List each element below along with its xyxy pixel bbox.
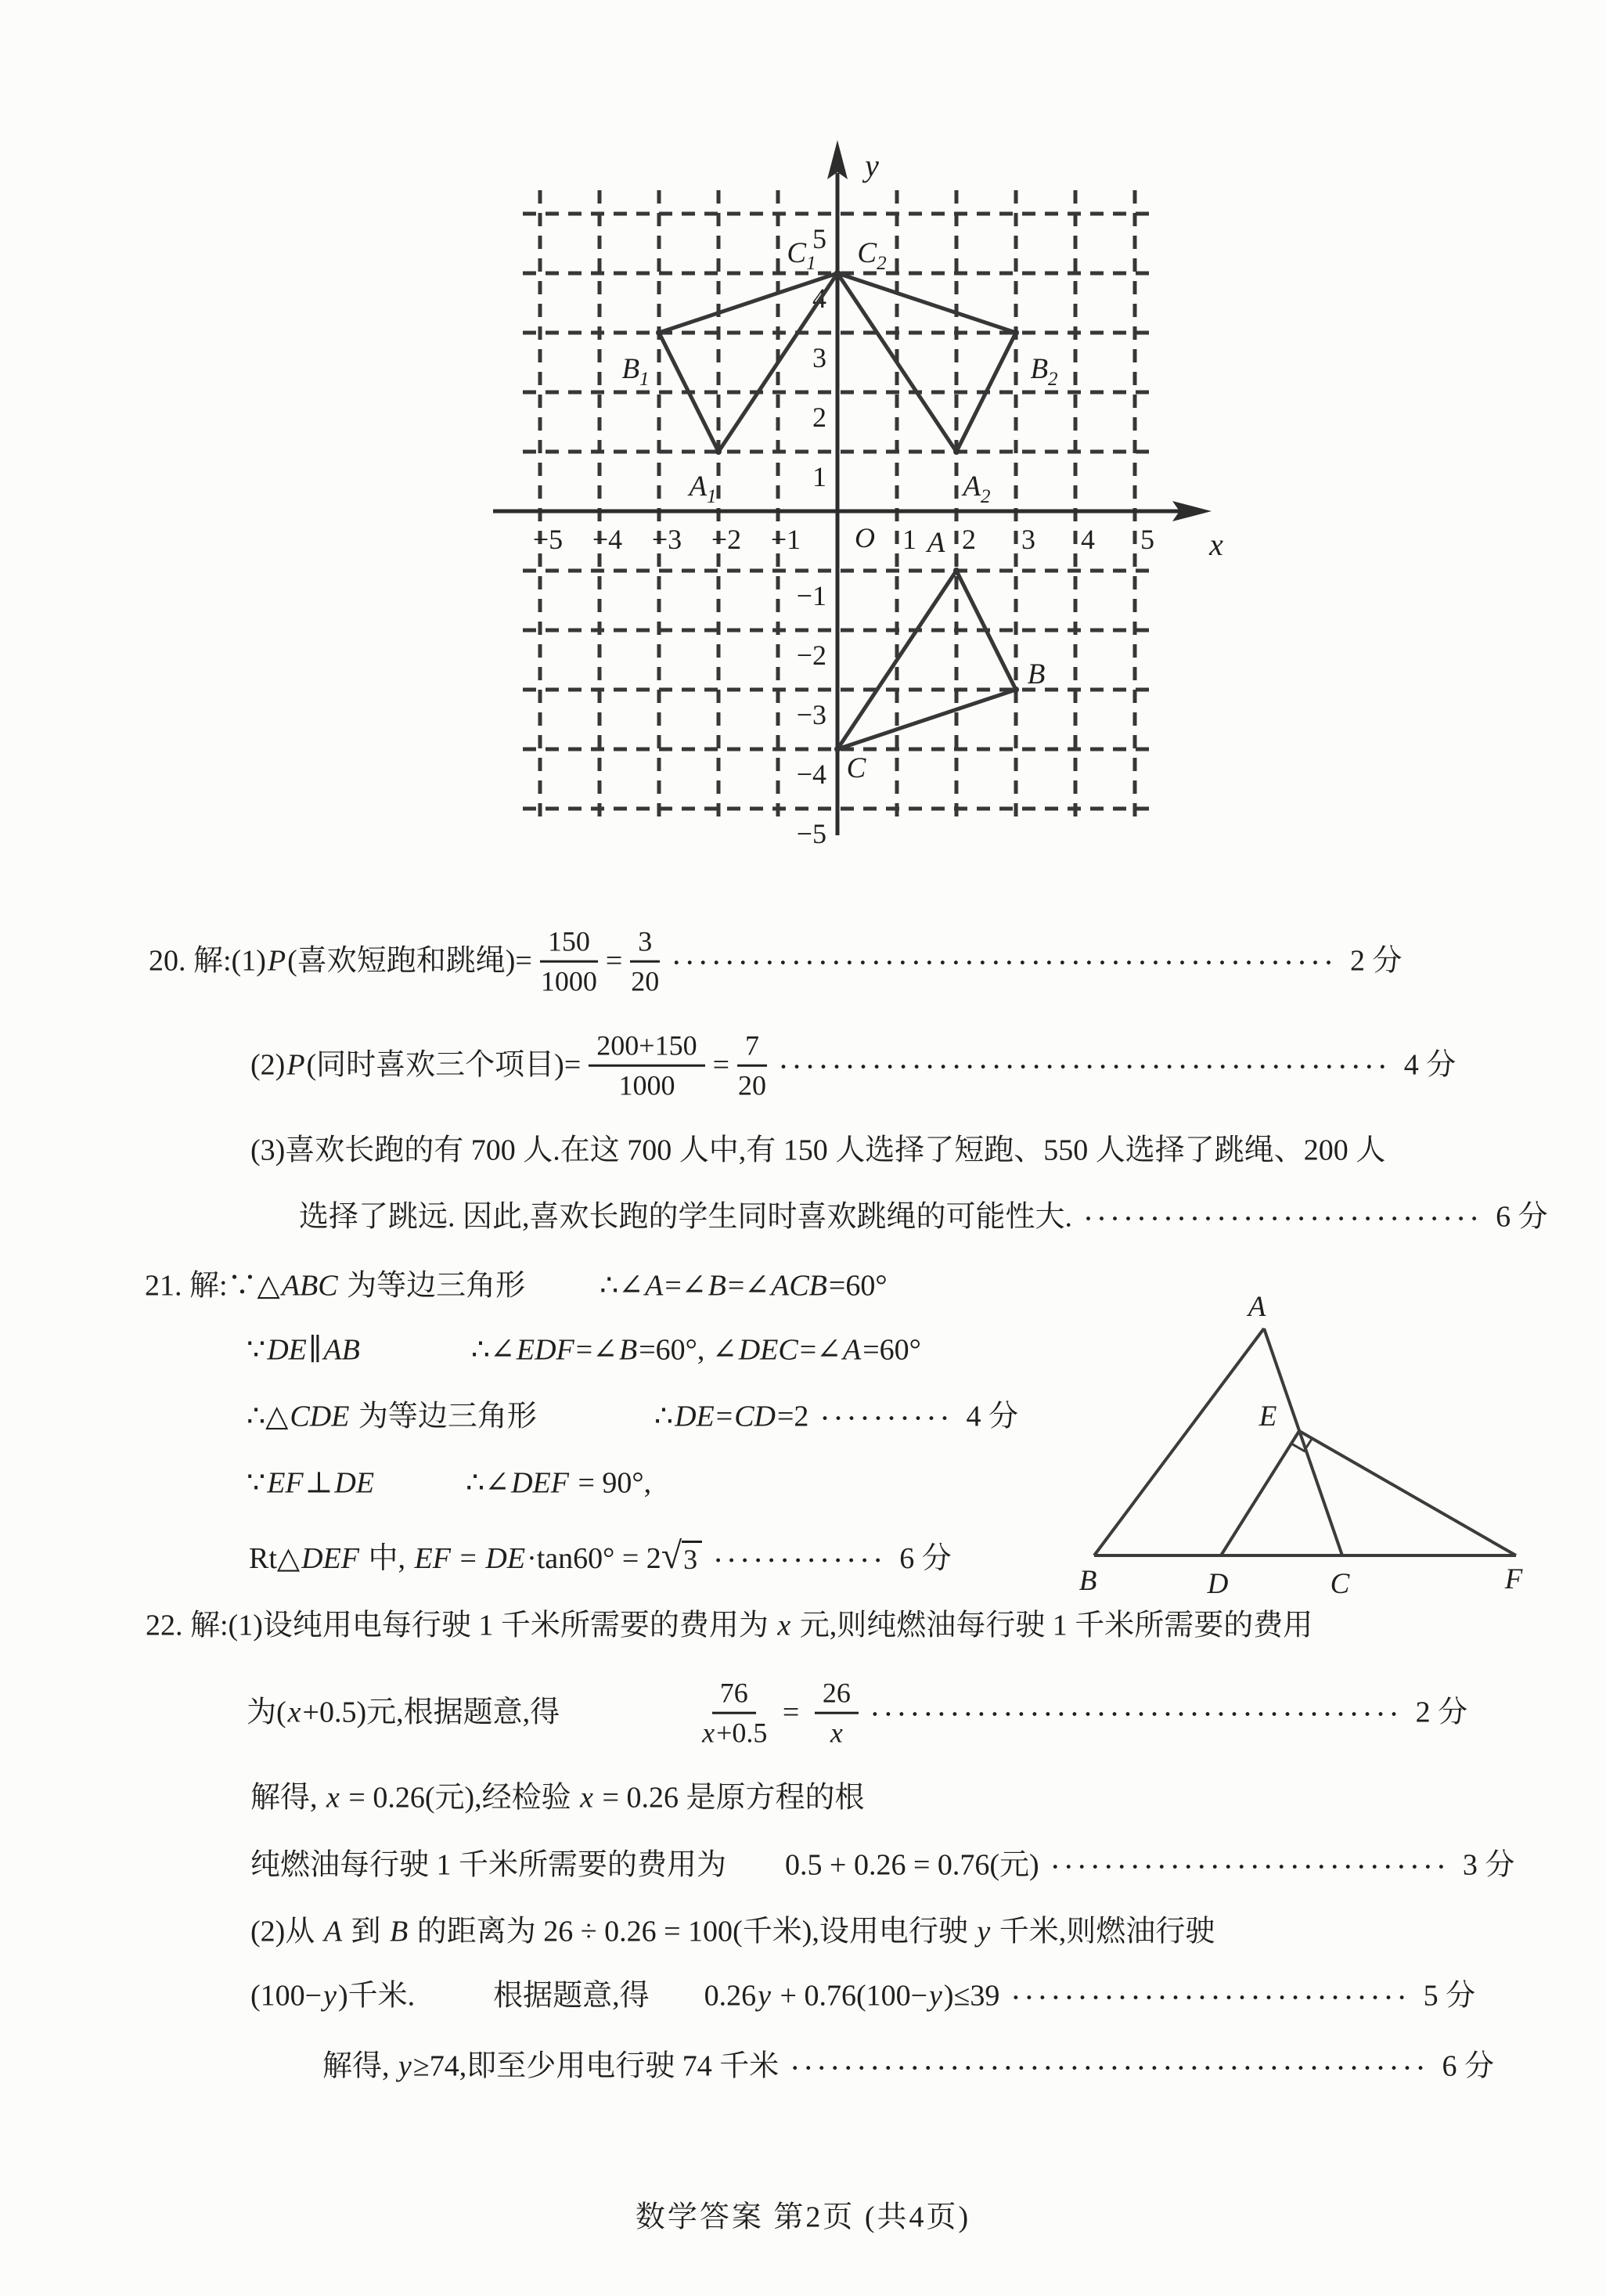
q21-line2: [247, 1332, 921, 1369]
seg-text: 4 分: [1396, 1048, 1457, 1082]
gap: [537, 1417, 654, 1418]
q21-line3: [247, 1398, 1018, 1436]
vertex-label: $B_1$: [621, 353, 650, 390]
seg-text: + 0.76(100−: [772, 1979, 928, 2013]
seg-variable: y: [758, 1979, 772, 2013]
gap: [525, 1286, 600, 1287]
seg-text: 0.26: [704, 1979, 757, 2013]
seg-text: 纯燃油每行驶 1 千米所需要的费用为: [250, 1848, 727, 1882]
fraction: [589, 1029, 704, 1102]
vertex-dot: [834, 270, 841, 276]
seg-text: = 90°,: [570, 1466, 652, 1500]
x-tick-label: 2: [962, 524, 976, 555]
seg-variable: EF: [414, 1542, 451, 1576]
segment-DE: [1221, 1431, 1299, 1555]
seg-text: 为(: [247, 1696, 286, 1729]
gap: [560, 1713, 693, 1714]
seg-text: ∴∠: [466, 1466, 510, 1500]
q20-part3a: [250, 1132, 1385, 1170]
vertex-label: B: [1027, 658, 1046, 690]
numerator: [815, 1677, 859, 1714]
seg-text: 20: [738, 1070, 767, 1101]
dotted-leader: ······························: [1051, 1854, 1451, 1880]
denominator: [541, 963, 597, 997]
seg-variable: P: [267, 944, 286, 978]
seg-variable: ACB: [771, 1269, 827, 1303]
seg-variable: B: [708, 1269, 726, 1303]
radicand: 3: [682, 1541, 702, 1573]
seg-variable: DEC: [738, 1333, 798, 1367]
seg-text: 76: [719, 1677, 748, 1709]
denominator: [738, 1067, 766, 1101]
square-root: [661, 1535, 702, 1578]
seg-text: +0.5)元,根据题意,得: [302, 1696, 560, 1729]
seg-text: 1000: [618, 1070, 675, 1101]
y-tick-label: 2: [812, 402, 826, 433]
y-axis-label: y: [865, 148, 879, 183]
seg-text: (100−: [250, 1979, 322, 2013]
denominator: [829, 1714, 844, 1749]
q22-line6: [250, 1977, 1475, 2015]
y-tick-label: 1: [812, 461, 826, 492]
y-tick-label: −4: [796, 759, 826, 790]
seg-text: 7: [745, 1029, 760, 1061]
seg-text: 200+150: [596, 1029, 697, 1061]
seg-variable: EDF: [516, 1333, 574, 1367]
seg-text: +0.5: [716, 1717, 768, 1749]
seg-text: =∠: [727, 1269, 770, 1303]
dotted-leader: ······························: [1084, 1206, 1484, 1232]
seg-text: 6 分: [1488, 1200, 1548, 1234]
numerator: [712, 1677, 756, 1714]
q21-line1: [145, 1267, 888, 1305]
seg-text: 21. 解:∵△: [145, 1269, 280, 1303]
seg-text: 6 分: [891, 1542, 952, 1576]
q22-line4: [250, 1847, 1514, 1884]
seg-text: 3: [638, 925, 653, 957]
numerator: [630, 925, 660, 963]
seg-text: 中,: [361, 1542, 413, 1576]
seg-text: Rt△: [249, 1542, 301, 1576]
vertex-label: D: [1207, 1568, 1229, 1600]
seg-text: )千米.: [337, 1979, 416, 2013]
seg-variable: CD: [734, 1400, 776, 1433]
radical-sign-icon: √: [661, 1535, 682, 1577]
vertex-label: E: [1259, 1400, 1277, 1433]
seg-variable: DE: [485, 1542, 526, 1576]
dotted-leader: ··················································: [672, 950, 1338, 976]
seg-text: ⊥: [304, 1466, 333, 1500]
dotted-leader: ········································: [870, 1701, 1404, 1728]
seg-text: (喜欢短跑和跳绳)=: [287, 944, 532, 978]
x-tick-label: −1: [770, 524, 801, 555]
segment-EF: [1299, 1431, 1516, 1555]
seg-variable: y: [929, 1979, 942, 2013]
dotted-leader: ·············: [714, 1548, 888, 1574]
seg-text: =2: [777, 1400, 816, 1433]
seg-text: =: [712, 1048, 730, 1082]
vertex-label: A: [927, 527, 945, 559]
seg-text: =∠: [799, 1333, 841, 1367]
seg-text: 3 分: [1455, 1848, 1515, 1882]
seg-variable: x: [777, 1609, 791, 1642]
seg-text: =∠: [575, 1333, 618, 1367]
numerator: [540, 925, 598, 963]
seg-variable: x: [326, 1781, 340, 1815]
seg-text: =60°: [828, 1269, 888, 1303]
seg-text: =: [605, 944, 623, 978]
seg-text: 20. 解:(1): [149, 944, 266, 978]
seg-variable: CDE: [290, 1400, 350, 1433]
segment-AB: [1094, 1328, 1264, 1555]
q20-part1: [149, 925, 1403, 998]
x-tick-label: 4: [1081, 524, 1095, 555]
seg-variable: ABC: [281, 1269, 338, 1303]
seg-variable: DE: [334, 1466, 375, 1500]
seg-variable: EF: [267, 1466, 304, 1500]
x-tick-label: 3: [1021, 524, 1035, 555]
y-tick-label: −5: [796, 818, 826, 849]
q21-triangle-diagram: [1072, 1288, 1604, 1601]
q22-line1: [146, 1607, 1313, 1645]
fraction: [700, 1677, 767, 1750]
x-tick-label: 1: [902, 524, 916, 555]
seg-text: = 0.26(元),经检验: [340, 1781, 579, 1815]
seg-variable: B: [619, 1333, 638, 1367]
seg-text: 5 分: [1416, 1979, 1476, 2013]
seg-text: =: [452, 1542, 484, 1576]
dotted-leader: ··············································: [780, 1054, 1392, 1080]
vertex-dot: [1013, 687, 1019, 693]
denominator: [618, 1067, 675, 1101]
seg-text: 到: [344, 1915, 389, 1948]
seg-variable: y: [323, 1979, 337, 2013]
vertex-dot: [834, 746, 841, 752]
seg-variable: DE: [267, 1333, 307, 1367]
vertex-label: C: [846, 752, 866, 784]
q20-part3b: [299, 1198, 1548, 1236]
seg-variable: y: [977, 1915, 991, 1948]
gap: [726, 1865, 785, 1866]
x-tick-label: −4: [592, 524, 623, 555]
seg-text: =60°, ∠: [639, 1333, 737, 1367]
seg-text: =: [775, 1696, 807, 1729]
seg-text: 6 分: [1434, 2049, 1494, 2083]
seg-text: ∥: [308, 1333, 322, 1367]
vertex-label: $C_1$: [787, 237, 816, 274]
seg-text: 2 分: [1408, 1696, 1468, 1729]
seg-text: )≤39: [943, 1979, 1007, 2013]
seg-variable: x: [830, 1717, 843, 1749]
seg-text: 根据题意,得: [493, 1979, 650, 2013]
fraction: [540, 925, 598, 998]
q22-line7: [322, 2048, 1494, 2085]
seg-variable: P: [286, 1048, 305, 1082]
fraction: [630, 925, 660, 998]
seg-text: =∠: [664, 1269, 707, 1303]
y-tick-label: 3: [812, 342, 826, 373]
seg-text: [702, 1541, 710, 1578]
gap: [415, 1996, 493, 1997]
seg-text: 1000: [540, 966, 597, 997]
y-tick-label: −1: [796, 580, 826, 611]
y-tick-label: 4: [812, 283, 826, 314]
vertex-dot: [953, 568, 960, 574]
seg-variable: DE: [675, 1400, 715, 1433]
vertex-dot: [953, 449, 960, 455]
gap: [376, 1483, 466, 1484]
vertex-label: F: [1504, 1563, 1523, 1595]
seg-text: (3)喜欢长跑的有 700 人.在这 700 人中,有 150 人选择了短跑、550 人选择了跳绳、200 人: [250, 1134, 1386, 1167]
seg-text: ∴△: [247, 1400, 289, 1433]
vertex-dot: [1013, 330, 1019, 336]
vertex-label: A: [1248, 1291, 1266, 1323]
q20-part2: [250, 1029, 1456, 1102]
seg-variable: A: [645, 1269, 664, 1303]
numerator: [737, 1029, 767, 1067]
triangle-A2B2C2: [837, 273, 1016, 452]
seg-text: 4 分: [959, 1400, 1019, 1433]
seg-text: ∵: [247, 1333, 266, 1367]
seg-text: 解得,: [250, 1781, 326, 1815]
seg-text: (2)从: [250, 1915, 322, 1948]
seg-variable: y: [398, 2049, 412, 2083]
seg-variable: AB: [323, 1333, 360, 1367]
denominator: [631, 963, 659, 997]
seg-text: 的距离为 26 ÷ 0.26 = 100(千米),设用电行驶: [409, 1915, 976, 1948]
q22-line2: [247, 1677, 1467, 1750]
seg-text: ≥74,即至少用电行驶 74 千米: [412, 2049, 787, 2083]
seg-text: ∴: [654, 1400, 674, 1433]
seg-text: (同时喜欢三个项目)=: [306, 1048, 582, 1082]
seg-text: ∵: [247, 1466, 266, 1500]
q22-line5: [250, 1913, 1215, 1951]
vertex-label: $C_2$: [857, 237, 887, 274]
seg-text: 22. 解:(1)设纯用电每行驶 1 千米所需要的费用为: [146, 1609, 776, 1642]
seg-variable: DEF: [301, 1542, 360, 1576]
seg-variable: A: [843, 1333, 862, 1367]
dotted-leader: ················································: [790, 2055, 1430, 2082]
seg-text: 26: [822, 1677, 851, 1709]
vertex-label: $A_2$: [963, 470, 991, 507]
triangle-A1B1C1: [659, 273, 837, 452]
x-tick-label: 5: [1140, 524, 1154, 555]
fraction: [737, 1029, 767, 1102]
numerator: [589, 1029, 704, 1067]
seg-variable: DEF: [511, 1466, 569, 1500]
gap: [650, 1996, 704, 1997]
coordinate-grid-figure: [470, 129, 1252, 881]
vertex-label: C: [1330, 1568, 1350, 1600]
seg-text: 0.5 + 0.26 = 0.76(元): [785, 1848, 1047, 1882]
seg-text: =60°: [862, 1333, 921, 1367]
vertex-dot: [715, 449, 722, 455]
seg-variable: B: [390, 1915, 409, 1948]
y-tick-label: −3: [796, 699, 826, 730]
vertex-label: B: [1078, 1565, 1097, 1597]
seg-text: 为等边三角形: [351, 1400, 537, 1433]
seg-text: 为等边三角形: [339, 1269, 526, 1303]
x-axis-label: x: [1209, 527, 1223, 562]
page-footer: 数学答案 第2页 (共4页): [635, 2200, 971, 2234]
seg-text: ∴∠: [470, 1333, 515, 1367]
seg-variable: x: [287, 1696, 301, 1729]
seg-text: ·tan60° = 2: [527, 1542, 661, 1576]
origin-label: O: [855, 522, 875, 553]
seg-text: 千米,则燃油行驶: [992, 1915, 1215, 1948]
seg-text: 150: [547, 925, 590, 957]
seg-variable: A: [323, 1915, 343, 1948]
seg-text: (2): [250, 1048, 286, 1082]
vertex-label: $B_2$: [1030, 353, 1058, 390]
seg-text: 解得,: [322, 2049, 398, 2083]
denominator: [700, 1714, 767, 1749]
seg-variable: x: [702, 1717, 715, 1749]
x-tick-label: −5: [532, 524, 564, 555]
seg-text: 2 分: [1342, 944, 1403, 978]
q22-line3: [250, 1779, 864, 1817]
y-tick-label: 5: [812, 223, 826, 254]
q21-line4: [247, 1465, 651, 1502]
dotted-leader: ······························: [1011, 1984, 1412, 2011]
vertex-dot: [656, 330, 662, 336]
seg-text: ∴∠: [600, 1269, 644, 1303]
seg-variable: x: [580, 1781, 594, 1815]
fraction: [815, 1677, 859, 1750]
x-tick-label: −2: [711, 524, 742, 555]
vertex-label: $A_1$: [689, 470, 717, 507]
dotted-leader: ··········: [820, 1405, 954, 1432]
triangle-ABC: [837, 571, 1016, 749]
seg-text: = 0.26 是原方程的根: [595, 1781, 865, 1815]
seg-text: 20: [631, 966, 660, 997]
q21-line5: [249, 1535, 952, 1578]
y-tick-label: −2: [796, 640, 826, 671]
seg-text: =: [715, 1400, 733, 1433]
seg-text: 选择了跳远. 因此,喜欢长跑的学生同时喜欢跳绳的可能性大.: [299, 1200, 1080, 1234]
segment-AC: [1264, 1328, 1342, 1555]
seg-text: 元,则纯燃油每行驶 1 千米所需要的费用: [792, 1609, 1313, 1642]
x-tick-label: −3: [651, 524, 682, 555]
gap: [362, 1350, 471, 1351]
